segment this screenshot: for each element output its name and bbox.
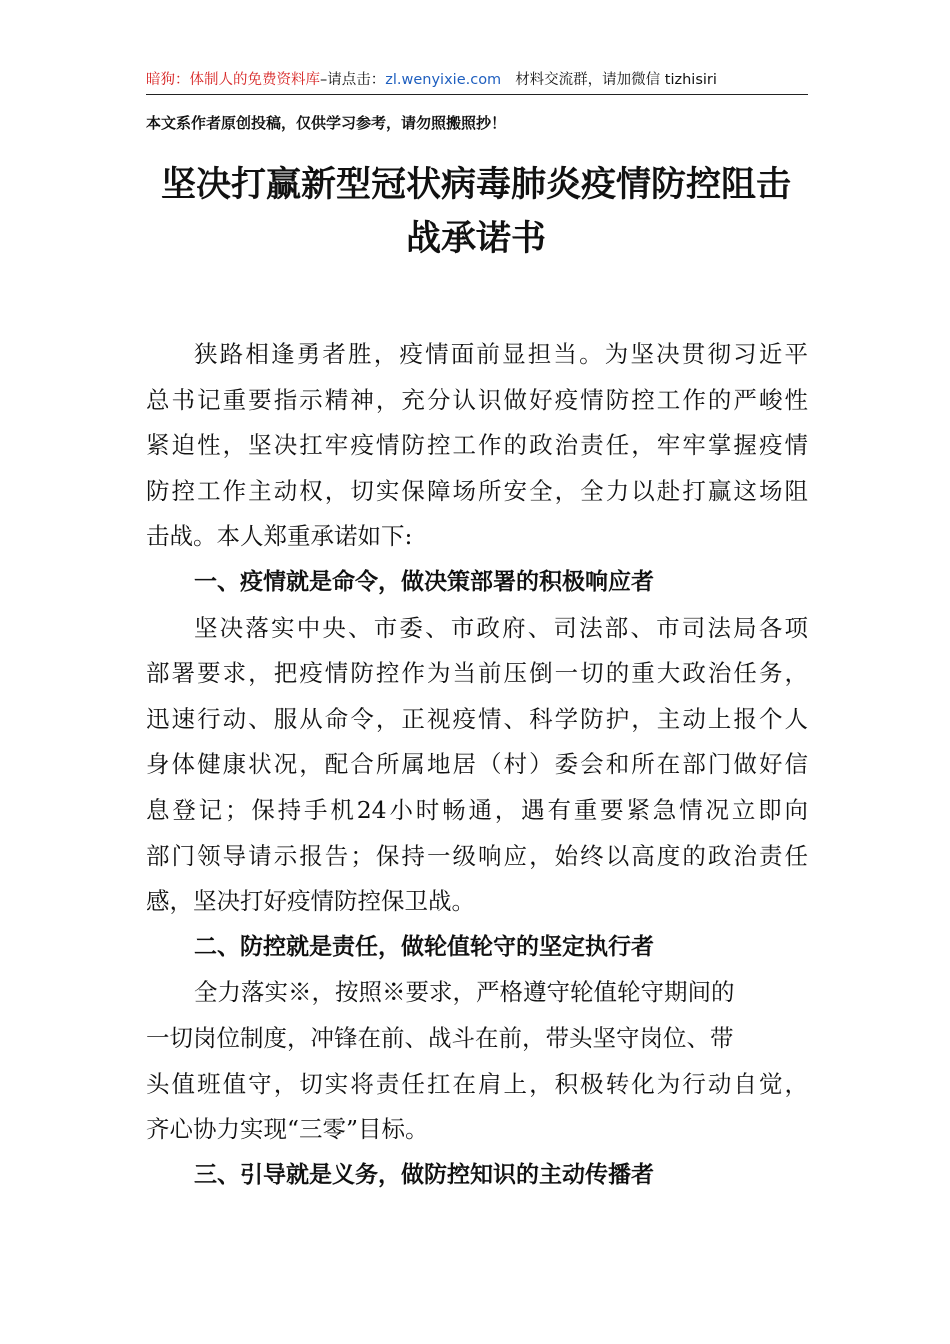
section-heading: 三、引导就是义务，做防控知识的主动传播者 xyxy=(194,1161,654,1188)
paragraph-line: 感，坚决打好疫情防控保卫战。 xyxy=(146,887,475,916)
header-divider xyxy=(146,94,808,95)
document-title xyxy=(146,158,806,266)
copyright-notice: 本文系作者原创投稿，仅供学习参考，请勿照搬照抄！ xyxy=(146,114,507,132)
paragraph-line: 部门领导请示报告；保持一级响应，始终以高度的政治责任 xyxy=(146,841,808,870)
click-prefix: –请点击： xyxy=(320,72,386,88)
title-line-1: 坚决打赢新型冠状病毒肺炎疫情防控阻击 xyxy=(160,164,791,205)
paragraph-line: 迅速行动、服从命令，正视疫情、科学防护，主动上报个人 xyxy=(146,704,808,733)
brand-link[interactable]: 暗狗：体制人的免费资料库 xyxy=(146,72,320,88)
section-heading: 二、防控就是责任，做轮值轮守的坚定执行者 xyxy=(194,933,654,960)
paragraph-line: 部署要求，把疫情防控作为当前压倒一切的重大政治任务， xyxy=(146,659,808,688)
paragraph-line: 息登记；保持手机24小时畅通，遇有重要紧急情况立即向 xyxy=(146,795,808,824)
paragraph-line: 紧迫性，坚决扛牢疫情防控工作的政治责任，牢牢掌握疫情 xyxy=(146,431,808,460)
paragraph-line: 总书记重要指示精神，充分认识做好疫情防控工作的严峻性 xyxy=(146,385,808,414)
paragraph-line: 一切岗位制度，冲锋在前、战斗在前，带头坚守岗位、带 xyxy=(146,1023,734,1052)
document-body xyxy=(146,332,808,1198)
paragraph-line: 击战。本人郑重承诺如下: xyxy=(146,522,413,551)
paragraph-line: 全力落实※，按照※要求，严格遵守轮值轮守期间的 xyxy=(194,978,735,1007)
site-url-link[interactable]: zl.wenyixie.com xyxy=(385,72,502,88)
watermark-header xyxy=(146,66,808,94)
title-line-2: 战承诺书 xyxy=(405,218,546,259)
paragraph-line: 坚决落实中央、市委、市政府、司法部、市司法局各项 xyxy=(194,613,808,642)
section-heading: 一、疫情就是命令，做决策部署的积极响应者 xyxy=(194,568,654,595)
paragraph-line: 狭路相逢勇者胜，疫情面前显担当。为坚决贯彻习近平 xyxy=(194,340,808,368)
paragraph-line: 防控工作主动权，切实保障场所安全，全力以赴打赢这场阻 xyxy=(146,476,808,505)
paragraph-line: 齐心协力实现“三零”目标。 xyxy=(146,1115,429,1144)
paragraph-line: 头值班值守，切实将责任扛在肩上，积极转化为行动自觉， xyxy=(146,1069,808,1098)
wechat-note: 材料交流群，请加微信 tizhisiri xyxy=(515,72,717,88)
paragraph-line: 身体健康状况，配合所属地居（村）委会和所在部门做好信 xyxy=(146,750,808,779)
